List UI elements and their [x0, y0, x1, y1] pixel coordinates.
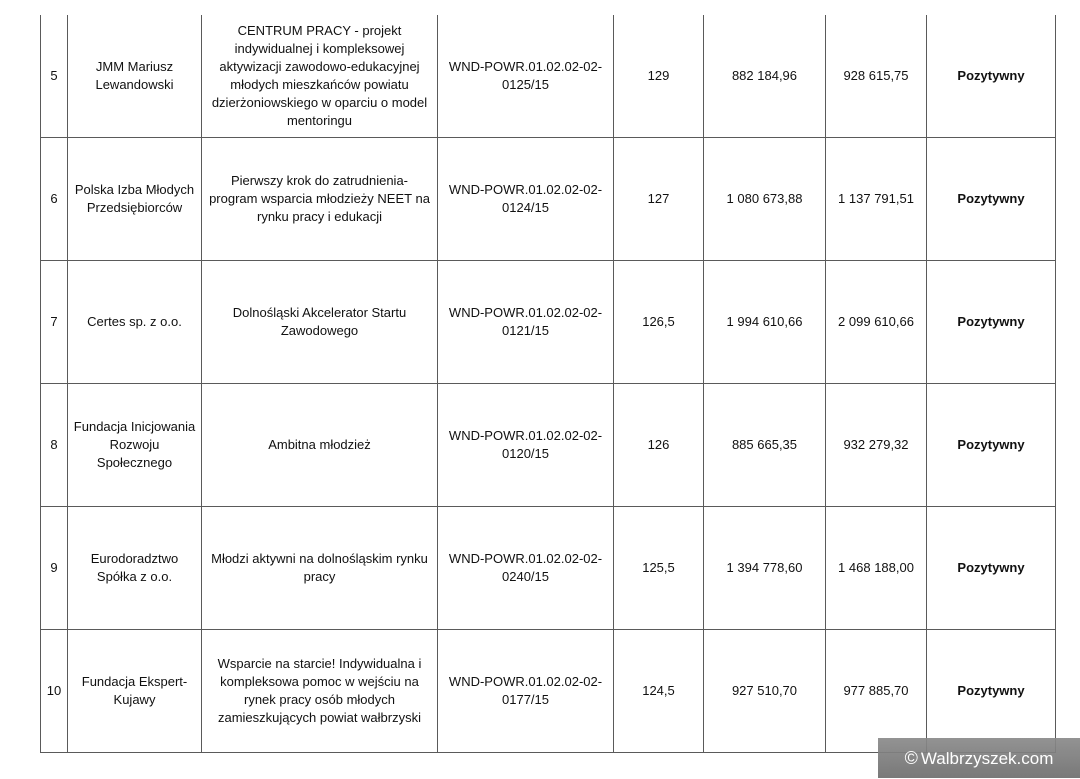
eu-amount: 1 394 778,60 — [704, 507, 826, 630]
row-number: 10 — [41, 630, 68, 753]
application-code: WND-POWR.01.02.02-02-0125/15 — [438, 15, 614, 138]
applicant-name: Polska Izba Młodych Przedsiębiorców — [68, 138, 202, 261]
project-title: CENTRUM PRACY - projekt indywidualnej i kompleksowej aktywizacji zawodowo-edukacyjnej młodych mieszkańców powiatu dzierżoniowskiego w oparciu o model mentoringu — [202, 15, 438, 138]
total-amount: 2 099 610,66 — [826, 261, 927, 384]
table-row — [41, 507, 1056, 630]
eu-amount: 927 510,70 — [704, 630, 826, 753]
total-amount: 977 885,70 — [826, 630, 927, 753]
eu-amount: 1 080 673,88 — [704, 138, 826, 261]
application-code: WND-POWR.01.02.02-02-0120/15 — [438, 384, 614, 507]
table-row — [41, 630, 1056, 753]
evaluation-result: Pozytywny — [927, 630, 1056, 753]
total-amount: 932 279,32 — [826, 384, 927, 507]
applicant-name: Fundacja Inicjowania Rozwoju Społecznego — [68, 384, 202, 507]
evaluation-result: Pozytywny — [927, 15, 1056, 138]
points: 124,5 — [614, 630, 704, 753]
project-title: Młodzi aktywni na dolnośląskim rynku pracy — [202, 507, 438, 630]
eu-amount: 1 994 610,66 — [704, 261, 826, 384]
points: 127 — [614, 138, 704, 261]
eu-amount: 885 665,35 — [704, 384, 826, 507]
applicant-name: Eurodoradztwo Spółka z o.o. — [68, 507, 202, 630]
applicant-name: Fundacja Ekspert-Kujawy — [68, 630, 202, 753]
project-title: Pierwszy krok do zatrudnienia-program wsparcia młodzieży NEET na rynku pracy i edukacji — [202, 138, 438, 261]
application-code: WND-POWR.01.02.02-02-0240/15 — [438, 507, 614, 630]
table-row — [41, 138, 1056, 261]
results-table — [40, 15, 1056, 753]
project-title: Dolnośląski Akcelerator Startu Zawodowego — [202, 261, 438, 384]
evaluation-result: Pozytywny — [927, 507, 1056, 630]
points: 125,5 — [614, 507, 704, 630]
evaluation-result: Pozytywny — [927, 384, 1056, 507]
applicant-name: JMM Mariusz Lewandowski — [68, 15, 202, 138]
points: 129 — [614, 15, 704, 138]
row-number: 8 — [41, 384, 68, 507]
evaluation-result: Pozytywny — [927, 138, 1056, 261]
copyright-symbol: © — [904, 748, 918, 768]
total-amount: 928 615,75 — [826, 15, 927, 138]
points: 126 — [614, 384, 704, 507]
watermark-text: Walbrzyszek.com — [920, 749, 1054, 768]
row-number: 5 — [41, 15, 68, 138]
table-row — [41, 15, 1056, 138]
total-amount: 1 468 188,00 — [826, 507, 927, 630]
total-amount: 1 137 791,51 — [826, 138, 927, 261]
points: 126,5 — [614, 261, 704, 384]
site-watermark — [878, 738, 1080, 778]
eu-amount: 882 184,96 — [704, 15, 826, 138]
application-code: WND-POWR.01.02.02-02-0124/15 — [438, 138, 614, 261]
row-number: 6 — [41, 138, 68, 261]
row-number: 9 — [41, 507, 68, 630]
project-title: Ambitna młodzież — [202, 384, 438, 507]
application-code: WND-POWR.01.02.02-02-0121/15 — [438, 261, 614, 384]
applicant-name: Certes sp. z o.o. — [68, 261, 202, 384]
application-code: WND-POWR.01.02.02-02-0177/15 — [438, 630, 614, 753]
table-row — [41, 384, 1056, 507]
evaluation-result: Pozytywny — [927, 261, 1056, 384]
table-row — [41, 261, 1056, 384]
row-number: 7 — [41, 261, 68, 384]
project-title: Wsparcie na starcie! Indywidualna i kompleksowa pomoc w wejściu na rynek pracy osób młodych zamieszkujących powiat wałbrzyski — [202, 630, 438, 753]
